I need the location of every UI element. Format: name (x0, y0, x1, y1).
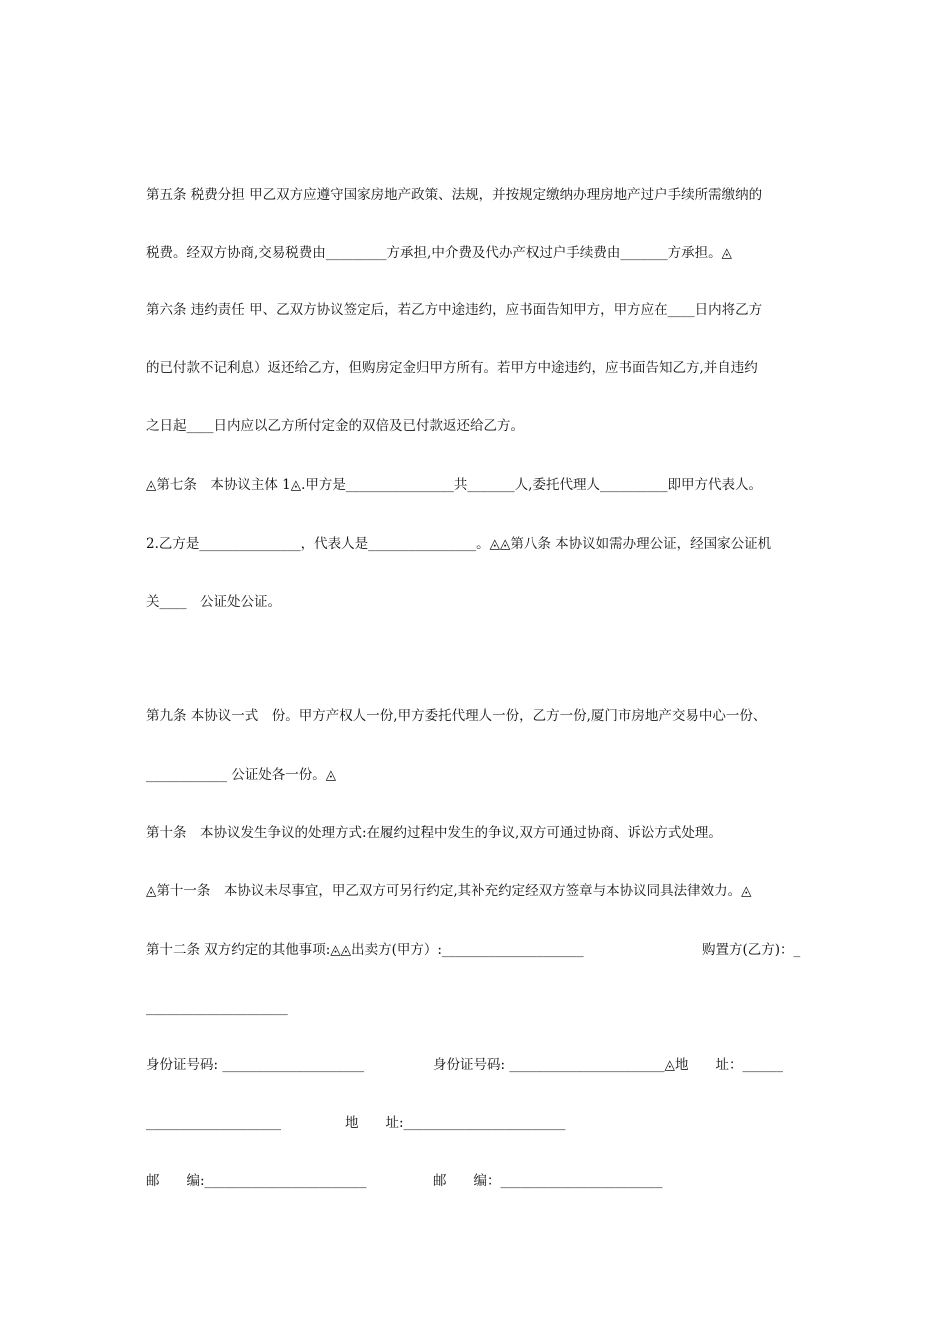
buyer-postcode: 邮 编：________________________ (433, 1173, 663, 1189)
buyer-label: 购置方(乙方)：_ (702, 942, 801, 958)
buyer-address: 地 址:________________________ (345, 1115, 566, 1131)
clause-5-line-2: 税费。经双方协商,交易税费由_________方承担,中介费及代办产权过户手续费由_______方承担。◬ (146, 245, 732, 261)
seller-postcode: 邮 编:________________________ (146, 1173, 367, 1189)
clause-6-line-1: 第六条 违约责任 甲、乙双方协议签定后，若乙方中途违约，应书面告知甲方，甲方应在____日内将乙方 (146, 302, 763, 318)
clause-7-line-1: ◬第七条 本协议主体 1◬.甲方是________________共_______人,委托代理人__________即甲方代表人。 (146, 477, 762, 493)
clause-12-seller-line: 第十二条 双方约定的其他事项:◬◬出卖方(甲方）:_____________________ (146, 942, 584, 958)
clause-5-line-1: 第五条 税费分担 甲乙双方应遵守国家房地产政策、法规，并按规定缴纳办理房地产过户手续所需缴纳的 (146, 187, 763, 203)
clause-6-line-2: 的已付款不记利息）返还给乙方，但购房定金归甲方所有。若甲方中途违约，应书面告知乙方,并自违约 (146, 360, 758, 376)
seller-address-blank: ____________________ (146, 1115, 281, 1131)
clause-11-line: ◬第十一条 本协议未尽事宜，甲乙双方可另行约定,其补充约定经双方签章与本协议同具法律效力。◬ (146, 883, 752, 899)
clause-7-8-line: 2.乙方是_______________，代表人是________________。◬◬第八条 本协议如需办理公证，经国家公证机 (146, 536, 772, 552)
buyer-blank: _____________________ (146, 1000, 288, 1016)
clause-9-line-1: 第九条 本协议一式 份。甲方产权人一份,甲方委托代理人一份，乙方一份,厦门市房地产交易中心一份、 (146, 708, 767, 724)
buyer-id-number-and-seller-address: 身份证号码: _______________________◬地 址：______ (433, 1057, 783, 1073)
clause-9-line-2: ____________ 公证处各一份。◬ (146, 767, 337, 783)
clause-6-line-3: 之日起____日内应以乙方所付定金的双倍及已付款返还给乙方。 (146, 418, 524, 434)
clause-8-line-2: 关____ 公证处公证。 (146, 594, 281, 610)
seller-id-number: 身份证号码: _____________________ (146, 1057, 365, 1073)
clause-10-line: 第十条 本协议发生争议的处理方式:在履约过程中发生的争议,双方可通过协商、诉讼方式处理。 (146, 825, 722, 841)
